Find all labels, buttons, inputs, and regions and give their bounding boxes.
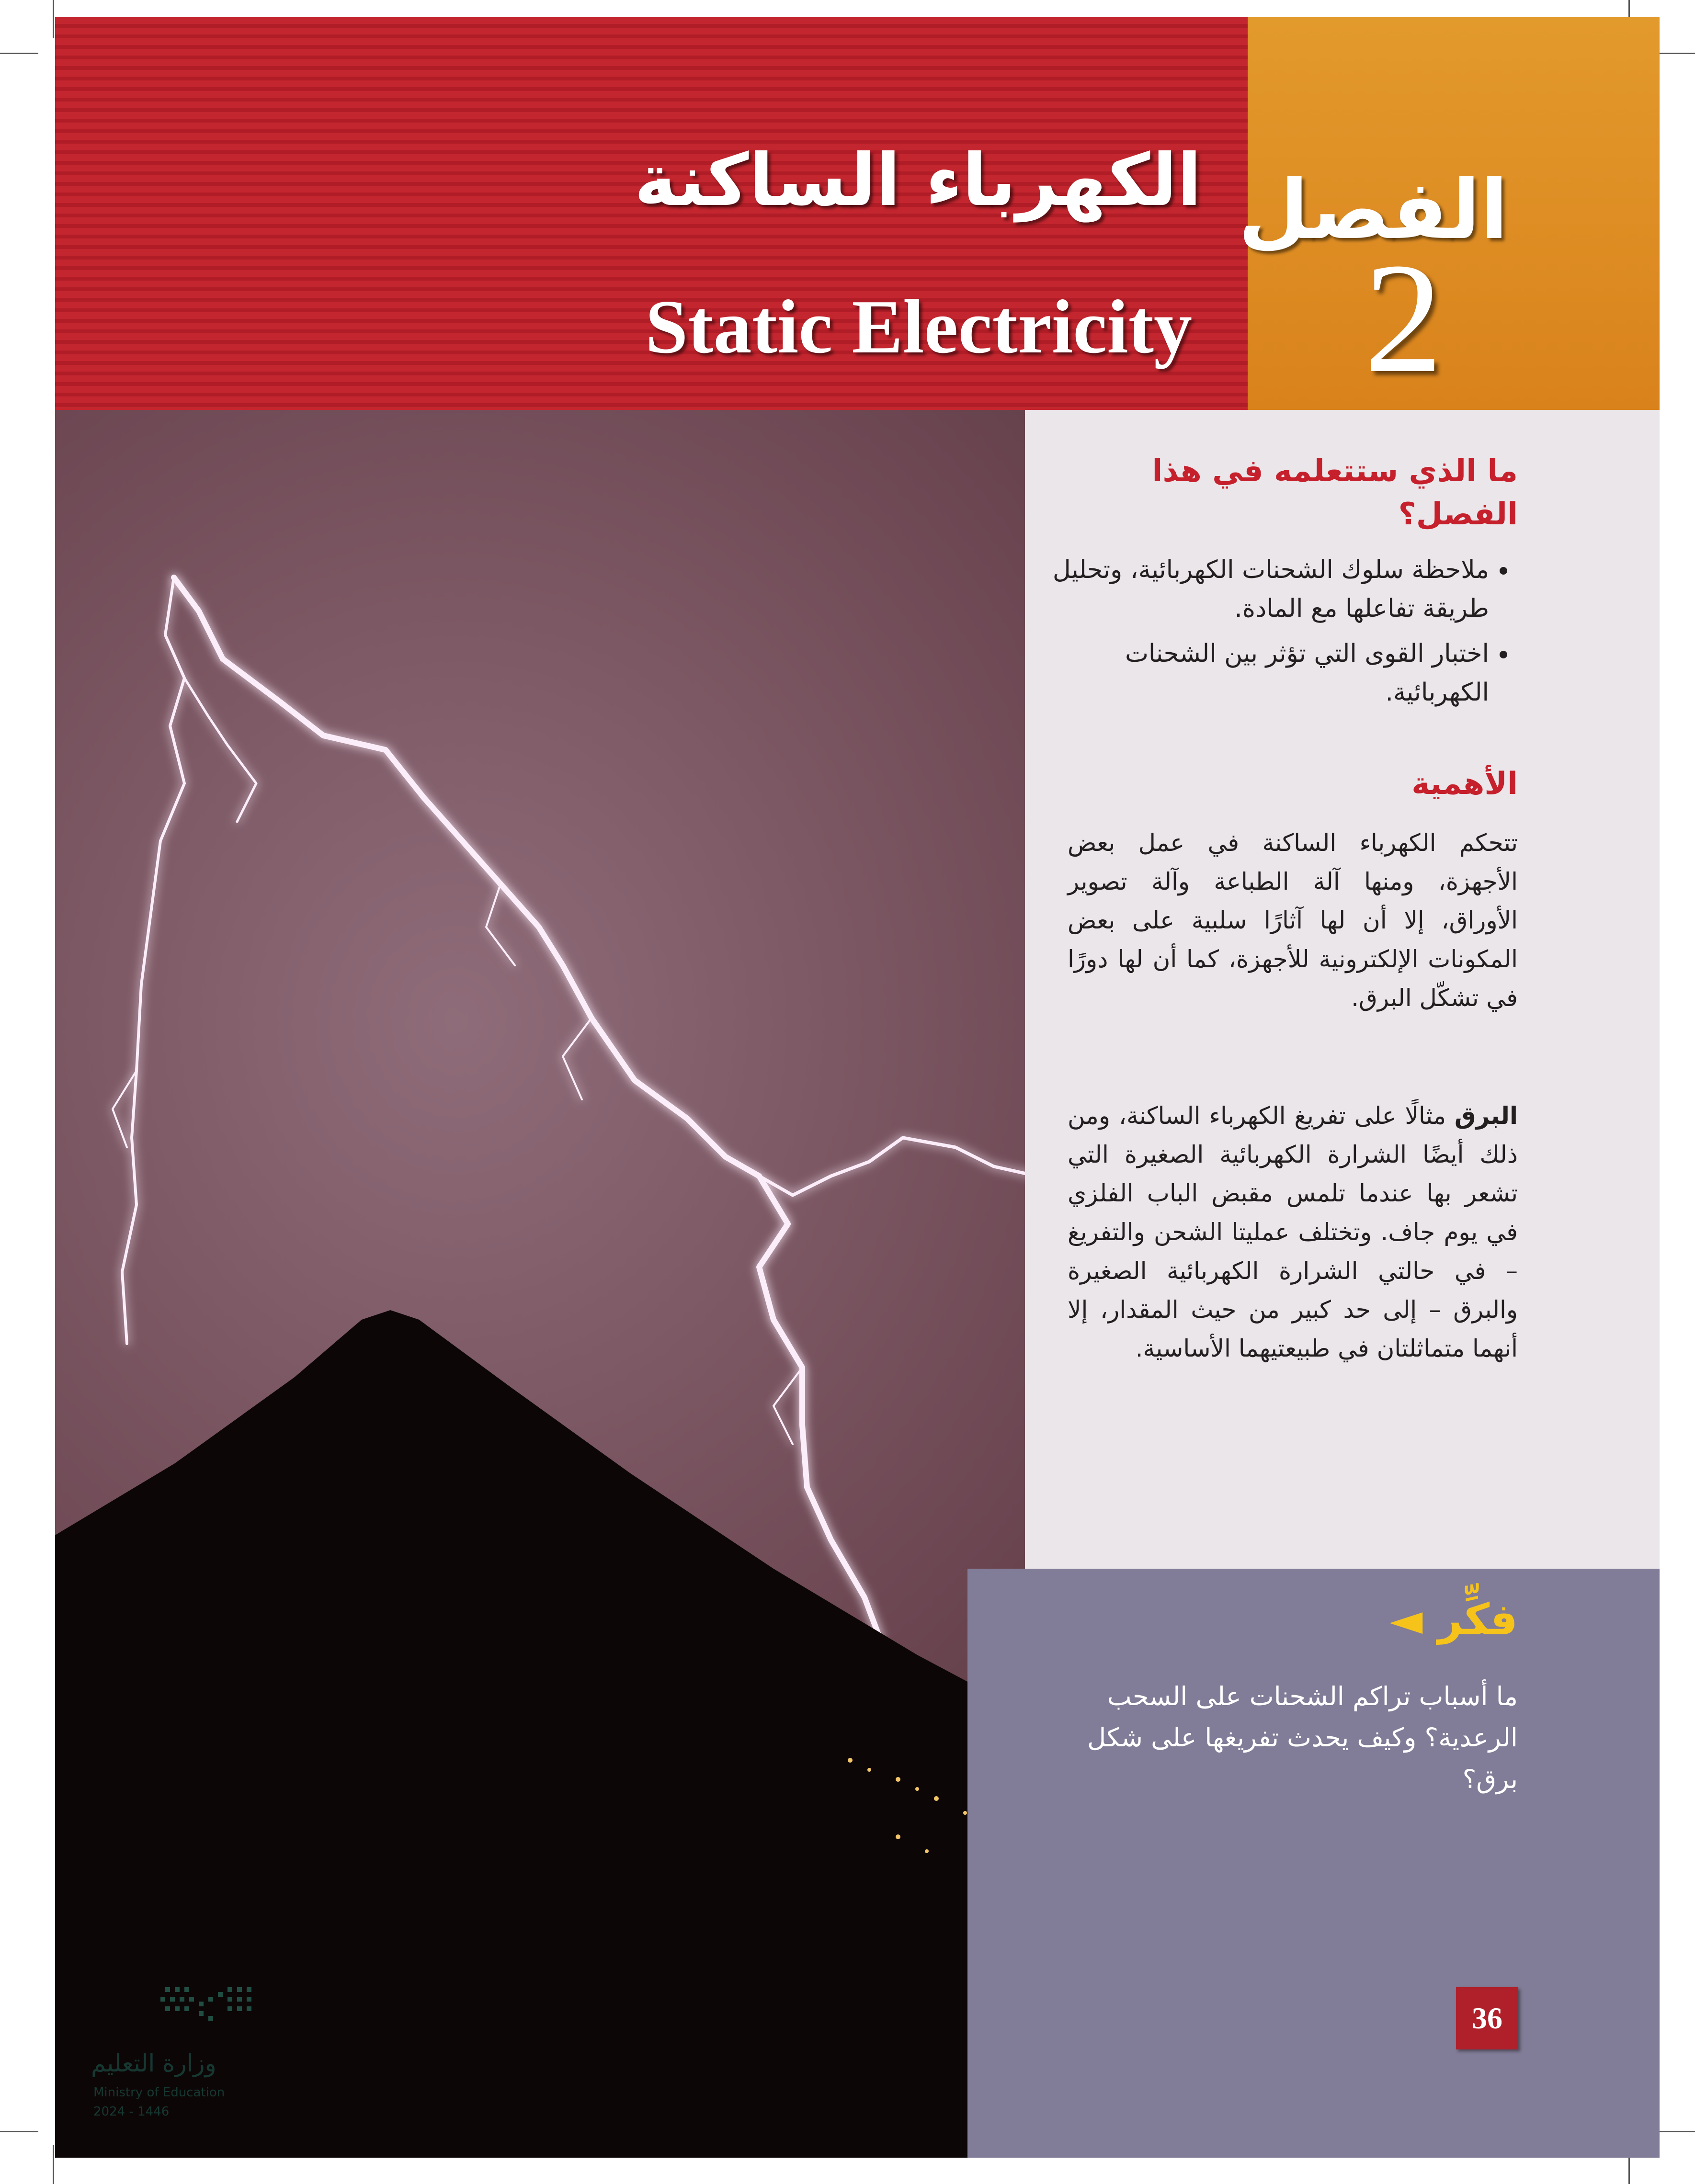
importance-heading: الأهمية	[1411, 766, 1518, 802]
chapter-label: الفصل	[1238, 163, 1508, 258]
chapter-title-arabic: الكهرباء الساكنة	[634, 139, 1202, 222]
ministry-name-arabic: وزارة التعليم	[91, 2049, 216, 2077]
think-heading: فكِّر ◄	[1389, 1595, 1518, 1645]
importance-paragraph: تتحكم الكهرباء الساكنة في عمل بعض الأجهزة، ومنها آلة الطباعة وآلة تصوير الأوراق، إلا أن لها آثارًا سلبية على بعض المكونات الإلكترونية للأجهزة، كما أن لها دورًا في تشكّل البرق.	[1068, 829, 1518, 1012]
crop-mark	[53, 0, 54, 38]
list-item: • اختبار القوى التي تؤثر بين الشحنات الكهربائية.	[1039, 634, 1489, 712]
ministry-year: 2024 - 1446	[93, 2105, 170, 2119]
list-item: • ملاحظة سلوك الشحنات الكهربائية، وتحليل طريقة تفاعلها مع المادة.	[1039, 551, 1489, 628]
think-panel	[967, 1569, 1660, 2158]
learn-heading: ما الذي ستتعلمه في هذا الفصل؟	[1152, 453, 1518, 532]
learn-bullets	[1039, 551, 1518, 718]
think-question: ما أسباب تراكم الشحنات على السحب الرعدية؟ وكيف يحدث تفريغها على شكل برق؟	[1087, 1681, 1518, 1794]
lightning-term: البرق	[1454, 1102, 1518, 1130]
crop-mark	[0, 2131, 38, 2132]
page-number: 36	[1456, 1987, 1518, 2049]
lightning-paragraph-text: مثالًا على تفريغ الكهرباء الساكنة، ومن ذلك أيضًا الشرارة الكهربائية الصغيرة التي تشعر بها عندما تلمس مقبض الباب الفلزي في يوم جاف. وتختلف عمليتا الشحن والتفريغ – في حالتي الشرارة الكهربائية الصغيرة والبرق – إلى حد كبير من حيث المقدار، إلا أنهما متماثلتان في طبيعتيهما الأساسية.	[1068, 1102, 1518, 1362]
chapter-number: 2	[1364, 231, 1443, 406]
ministry-name-english: Ministry of Education	[93, 2085, 225, 2100]
chapter-title-english: Static Electricity	[645, 284, 1192, 369]
crop-mark	[0, 53, 38, 54]
lightning-paragraph	[1068, 1097, 1518, 1368]
crop-mark	[53, 2145, 54, 2184]
